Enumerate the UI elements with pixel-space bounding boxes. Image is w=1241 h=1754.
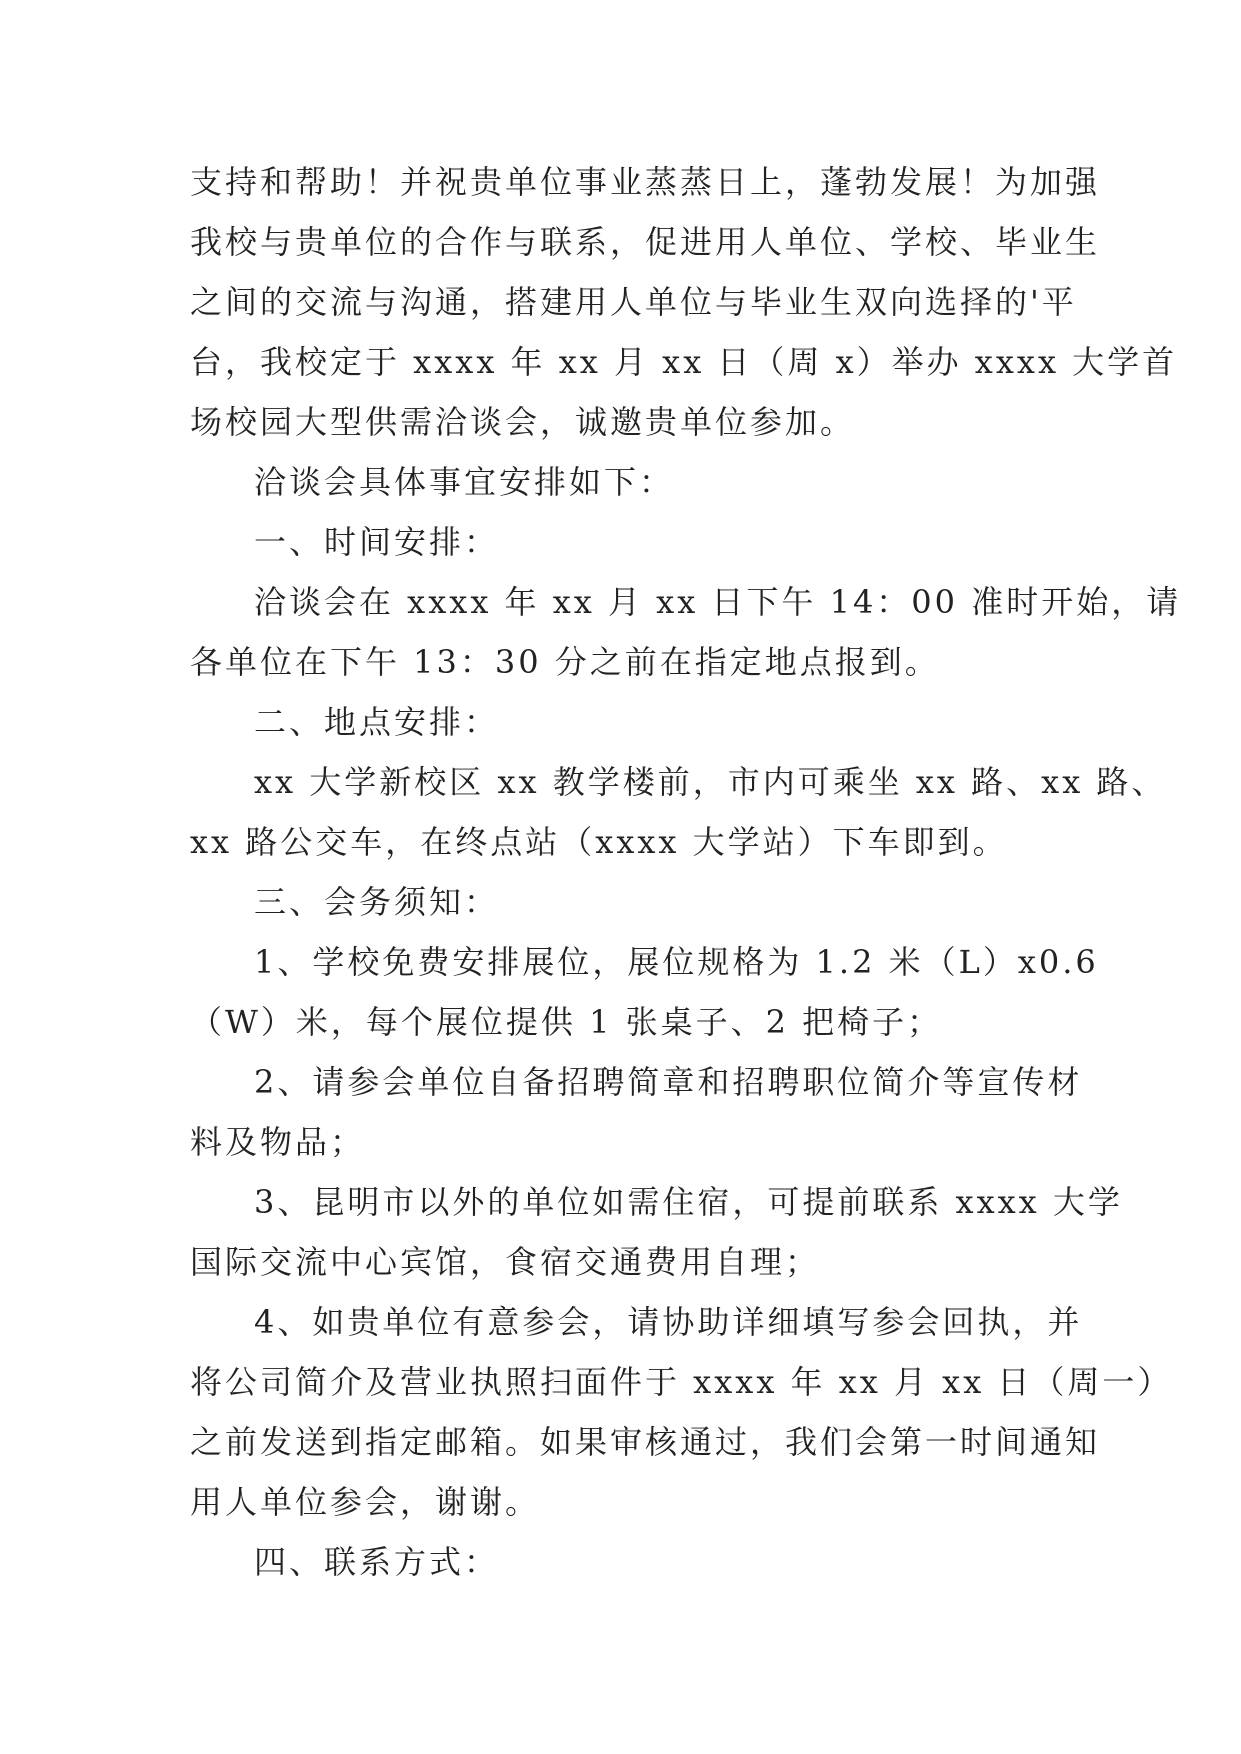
- text-line: 国际交流中心宾馆，食宿交通费用自理；: [190, 1243, 821, 1281]
- text-line: 台，我校定于 xxxx 年 xx 月 xx 日（周 x）举办 xxxx 大学首: [190, 343, 1178, 381]
- list-item: 1、学校免费安排展位，展位规格为 1.2 米（L）x0.6: [254, 943, 1099, 981]
- list-item: 4、如贵单位有意参会，请协助详细填写参会回执，并: [254, 1303, 1083, 1341]
- text-line: xx 路公交车，在终点站（xxxx 大学站）下车即到。: [190, 823, 1008, 861]
- section-heading-time: 一、时间安排：: [254, 523, 500, 561]
- text-line: 之间的交流与沟通，搭建用人单位与毕业生双向选择的'平: [190, 283, 1077, 321]
- document-body: [190, 152, 1182, 1592]
- text-line: 场校园大型供需洽谈会，诚邀贵单位参加。: [190, 403, 856, 441]
- text-line: 用人单位参会，谢谢。: [190, 1483, 541, 1521]
- text-line: 之前发送到指定邮箱。如果审核通过，我们会第一时间通知: [190, 1423, 1101, 1461]
- text-line: xx 大学新校区 xx 教学楼前，市内可乘坐 xx 路、xx 路、: [254, 763, 1167, 801]
- text-line: 我校与贵单位的合作与联系，促进用人单位、学校、毕业生: [190, 223, 1101, 261]
- section-heading-contact: 四、联系方式：: [254, 1543, 500, 1581]
- section-intro: 洽谈会具体事宜安排如下：: [254, 463, 675, 501]
- section-heading-location: 二、地点安排：: [254, 703, 500, 741]
- list-item: 2、请参会单位自备招聘简章和招聘职位简介等宣传材: [254, 1063, 1083, 1101]
- text-line: 料及物品；: [190, 1123, 366, 1161]
- list-item: 3、昆明市以外的单位如需住宿，可提前联系 xxxx 大学: [254, 1183, 1123, 1221]
- text-line: 将公司简介及营业执照扫面件于 xxxx 年 xx 月 xx 日（周一）: [190, 1363, 1173, 1401]
- text-line: 洽谈会在 xxxx 年 xx 月 xx 日下午 14：00 准时开始，请: [254, 583, 1182, 621]
- section-heading-notice: 三、会务须知：: [254, 883, 500, 921]
- text-line: 支持和帮助！并祝贵单位事业蒸蒸日上，蓬勃发展！为加强: [190, 163, 1101, 201]
- text-line: （W）米，每个展位提供 1 张桌子、2 把椅子；: [190, 1003, 943, 1041]
- text-line: 各单位在下午 13：30 分之前在指定地点报到。: [190, 643, 940, 681]
